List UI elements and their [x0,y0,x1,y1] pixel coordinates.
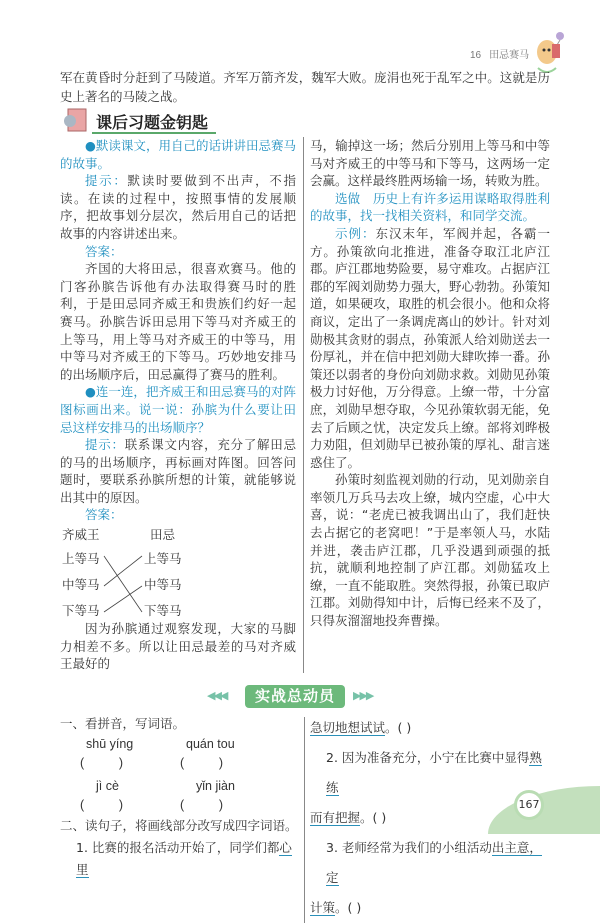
pinyin-row [60,735,298,754]
answer-blank[interactable]: ( ) [80,755,124,770]
diagram-right-header: 田忌 [150,527,176,543]
bullet-icon: ● [85,138,96,153]
diagram-right-item: 下等马 [144,603,182,619]
diagram-left-item: 中等马 [62,577,100,593]
sentence-text: 3. 老师经常为我们的小组活动 [326,839,492,855]
intro-paragraph: 军在黄昏时分赶到了马陵道。齐军万箭齐发，魏军大败。庞涓也死于乱军之中。这就是历史上著名的马陵之战。 [60,70,550,104]
question-1-text: 默读课文，用自己的话讲讲田忌赛马的故事。 [60,138,296,171]
matching-lines [60,526,180,620]
pinyin-item: yǐn jiàn [196,778,235,793]
underlined-phrase: 心里 [76,839,292,877]
answer-blank[interactable]: ( ) [180,797,224,812]
matching-diagram [60,526,296,620]
answer-label: 答案： [85,507,123,523]
sentence-2 [310,743,550,803]
answer-2-continued: 马，输掉这一场；然后分别用上等马和中等马对齐威王的中等马和下等马，这两场一定会赢。这样最终胜两场输一场，转败为胜。 [310,138,550,189]
example-text: 东汉末年，军阀并起，各霸一方。孙策欲向北推进，准备夺取江北庐江郡。庐江郡地势险要，易守难攻。占据庐江郡的军阀刘勋势力强大，野心勃勃。孙策知道，如果硬攻，取胜的机会很小。他和众将商议，定出了一条调虎离山的妙计。针对刘勋极其贪财的弱点，孙策派人给刘勋送去一份厚礼，并在信中把刘勋大肆吹捧一番。孙策还以弱者的身份向刘勋求救。刘勋见孙策极力讨好他，万分得意。上缭一带，十分富庶，刘勋早想夺取，今见孙策软弱无能，免去了后顾之忧，决定发兵上缭。部将刘晔极力劝阻，但刘勋早已被孙策的厚礼、甜言迷惑住了。 [310,225,550,470]
line-top-to-bottom [104,556,142,612]
sentence-1 [60,837,298,881]
answer-label: 答案： [85,243,123,259]
sentence-3 [310,833,550,893]
answer-2-text: 因为孙膑通过观察发现，大家的马脚力相差不多。所以让田忌最差的马对齐威王最好的 [60,621,296,672]
answer-blank[interactable]: ( ) [180,755,224,770]
question-1 [60,137,296,172]
hint-text: 默读时要做到不出声，不指读。在读的过程中，按照事情的发展顺序，把故事划分层次，然后用自己的话把故事的内容讲述出来。 [60,173,296,241]
hint-2 [60,436,296,506]
answer-columns [60,137,550,673]
optional-task [310,190,550,225]
banner-title: 实战总动员 [245,685,345,708]
sentence-text: 1. 比赛的报名活动开始了，同学们都 [76,839,280,855]
line-bottom-to-mid [104,586,142,612]
diagram-left-header: 齐威王 [62,527,100,543]
diagram-left-item: 上等马 [62,551,100,567]
pinyin-row [60,777,298,796]
hint-1 [60,172,296,242]
diagram-left-item: 下等马 [62,603,100,619]
diagram-right-item: 上等马 [144,551,182,567]
underlined-phrase: 计策 [310,899,336,915]
example-label: 示例： [335,225,376,241]
arrows-right-icon: ▶▶▶ [353,688,373,702]
optional-label: 选做 [335,190,361,206]
blank-row [60,796,298,815]
arrows-left-icon: ◀◀◀ [207,688,227,702]
sentence-1-continued [310,713,550,743]
practice-section [60,713,550,923]
book-character-icon [60,107,90,133]
answer-blank[interactable]: 。( ) [360,809,387,825]
answer-blank[interactable]: 。( ) [385,719,412,735]
example-paragraph-2: 孙策时刻监视刘勋的行动，见刘勋亲自率领几万兵马去攻上缭，城内空虚，心中大喜，说：“老虎已被我调出山了，我们赶快去占据它的老窝吧！”于是率领人马，水陆并进，袭击庐江郡，几乎没遇到顽强的抵抗，就顺利地控制了庐江郡。刘勋猛攻上缭，一直不能取胜。突然得报，孙策已取庐江郡。刘勋得知中计，后悔已经来不及了，只得灰溜溜地投奔曹操。 [310,472,550,629]
question-2-text: 连一连，把齐威王和田忌赛马的对阵图标画出来。说一说：孙膑为什么要让田忌这样安排马的出场顺序？ [60,384,296,435]
question-2 [60,383,296,436]
page-body [60,68,550,923]
right-column [310,137,550,673]
bullet-icon: ● [85,384,96,400]
underlined-phrase: 急切地想试试 [310,719,386,735]
blank-row [60,754,298,773]
practice-banner [205,685,405,709]
hint-label: 提示： [85,437,125,453]
lesson-number: 16 [470,50,482,61]
column-divider [304,717,305,923]
pinyin-item: jì cè [96,778,119,793]
underlined-phrase: 而有把握 [310,809,361,825]
part2-title: 二、读句子，将画线部分改写成四字词语。 [60,817,298,833]
underlined-phrase: 熟练 [326,749,542,795]
pinyin-item: quán tou [186,736,235,751]
practice-right [310,713,550,923]
part1-title: 一、看拼音，写词语。 [60,715,186,731]
pinyin-item: shū yíng [86,736,134,751]
section-title: 课后习题金钥匙 [96,113,209,132]
hint-label: 提示： [85,173,128,189]
page-number: 167 [514,790,544,820]
hint-text: 联系课文内容，充分了解田忌的马的出场顺序，再标画对阵图。回答问题时，要联系孙膑所想的计策，就能够说出其中的原因。 [60,437,296,505]
lesson-title: 田忌赛马 [489,50,530,61]
section-heading [60,107,220,135]
title-underline [92,132,216,134]
sentence-3-continued [310,893,550,923]
answer-blank[interactable]: ( ) [80,797,124,812]
optional-text: 历史上有许多运用谋略取得胜利的故事，找一找相关资料，和同学交流。 [310,190,550,224]
answer-blank[interactable]: 。( ) [335,899,362,915]
answer-1-text: 齐国的大将田忌，很喜欢赛马。他的门客孙膑告诉他有办法取得赛马时的胜利，于是田忌同齐威王和贵族们约好一起赛马。孙膑告诉田忌用下等马对齐威王的上等马，用上等马对齐威王的中等马，用中等马对齐威王的下等马。巧妙地安排马的出场顺序后，田忌赢得了赛马的胜利。 [60,261,296,382]
example-paragraph-1 [310,225,550,471]
column-divider [303,137,304,673]
line-mid-to-top [104,556,142,586]
practice-left [60,713,298,923]
underlined-phrase: 出主意，定 [326,839,542,885]
page-header [470,46,537,61]
diagram-right-item: 中等马 [144,577,182,593]
sentence-text: 2. 因为准备充分，小宁在比赛中显得 [326,749,530,765]
left-column [60,137,296,673]
